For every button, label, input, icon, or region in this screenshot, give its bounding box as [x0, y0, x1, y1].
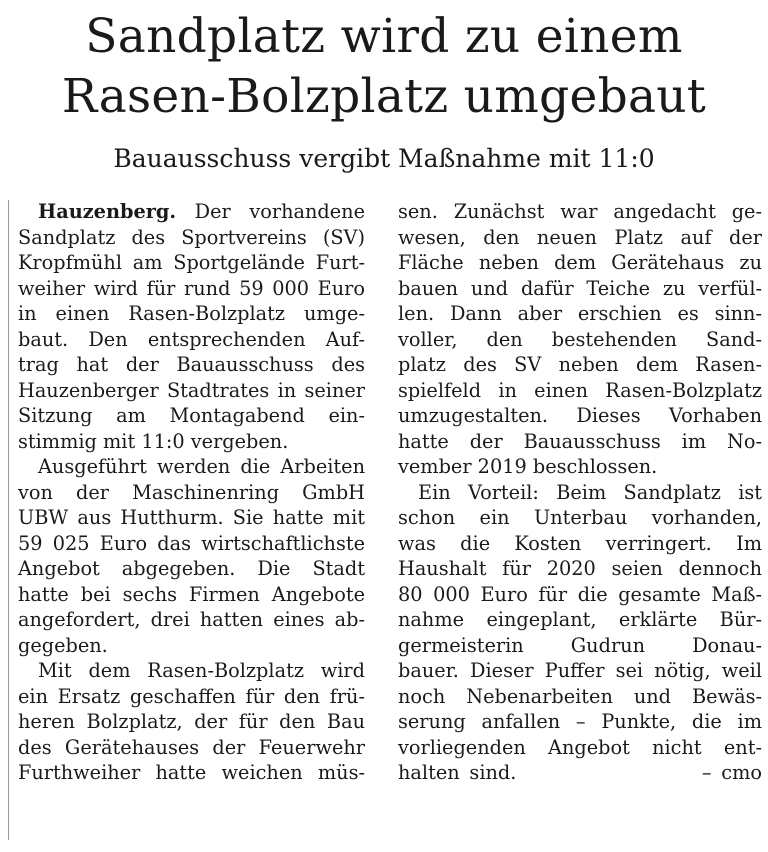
- article-line-text: hatte der Bauausschuss im No-: [398, 429, 762, 453]
- article-line-text: 80 000 Euro für die gesamte Maß-: [398, 582, 762, 606]
- article-line: [398, 225, 762, 251]
- article-line: [18, 480, 365, 506]
- article-line-text: von der Maschinenring GmbH: [18, 480, 365, 504]
- article-line: [398, 633, 762, 659]
- article-line-text: bauer. Dieser Puffer sei nötig, weil: [398, 659, 762, 682]
- article-line: [18, 403, 365, 429]
- article-line: [18, 225, 365, 251]
- article-line-text: schon ein Unterbau vorhanden,: [398, 506, 762, 529]
- article-line-text: serung anfallen – Punkte, die im: [398, 710, 762, 733]
- article-line-text: in einen Rasen-Bolzplatz umge-: [18, 302, 365, 325]
- article-line-text: gegeben.: [18, 633, 108, 657]
- article-line-text: voller, den bestehenden Sand-: [398, 327, 762, 351]
- article-line: [398, 454, 762, 480]
- article-line: [398, 250, 762, 276]
- article-line-text: spielfeld in einen Rasen-Bolzplatz: [398, 378, 762, 402]
- article-line: [18, 199, 365, 225]
- article-line: [398, 301, 762, 327]
- article-line-text: stimmig mit 11:0 vergeben.: [18, 429, 289, 453]
- article-line-text: Ein Vorteil: Beim Sandplatz ist: [418, 480, 762, 504]
- article-line: [398, 199, 762, 225]
- article-line: [18, 250, 365, 276]
- article-line-text: platz des SV neben dem Rasen-: [398, 353, 762, 376]
- column-rule: [8, 200, 9, 840]
- article-line: [398, 735, 762, 761]
- article-line-text: Der vorhandene: [194, 200, 365, 223]
- article-line: [18, 658, 365, 684]
- article-line: [398, 582, 762, 608]
- article-line: [398, 327, 762, 353]
- article-line: [398, 531, 762, 557]
- article-line-text: noch Nebenarbeiten und Bewäs-: [398, 684, 762, 708]
- article-line: [18, 735, 365, 761]
- article-line-text: 59 025 Euro das wirtschaftlichste: [18, 531, 365, 555]
- article-line-text: hatte bei sechs Firmen Angebote: [18, 582, 365, 606]
- article-line: [398, 760, 762, 786]
- article-line: [18, 454, 365, 480]
- article-column-2: [398, 199, 762, 786]
- article-line: [18, 505, 365, 531]
- article-line-text: was die Kosten verringert. Im: [398, 531, 762, 555]
- article-line: [398, 556, 762, 582]
- article-line: [18, 327, 365, 353]
- article-line-text: vorliegenden Angebot nicht ent-: [398, 735, 762, 759]
- article-line: [398, 378, 762, 404]
- article-line: [18, 556, 365, 582]
- headline-line-2: Rasen-Bolzplatz umgebaut: [61, 69, 707, 124]
- article-line: [18, 378, 365, 404]
- article-line-text: trag hat der Bauausschuss des: [18, 353, 365, 376]
- article-line-text: Mit dem Rasen-Bolzplatz wird: [38, 659, 365, 682]
- article-line-text: UBW aus Hutthurm. Sie hatte mit: [18, 506, 365, 529]
- article-line-text: Fläche neben dem Gerätehaus zu: [398, 251, 762, 274]
- article-line-text: Kropfmühl am Sportgelände Furt-: [18, 251, 365, 274]
- article-line-text: nahme eingeplant, erklärte Bür-: [398, 608, 762, 631]
- article-line-text: Angebot abgegeben. Die Stadt: [18, 557, 365, 580]
- article-line-text: wesen, den neuen Platz auf der: [398, 225, 762, 249]
- article-line: [398, 505, 762, 531]
- article-line: [398, 607, 762, 633]
- article-line-text: des Gerätehauses der Feuerwehr: [18, 735, 365, 759]
- article-line: [398, 276, 762, 302]
- article-line-text: umzugestalten. Dieses Vorhaben: [398, 404, 762, 427]
- article-column-1: [18, 199, 365, 786]
- article-line: [18, 709, 365, 735]
- dateline: Hauzenberg.: [38, 200, 177, 223]
- article-line: [18, 429, 365, 455]
- article-line: [398, 480, 762, 506]
- article-line: [18, 582, 365, 608]
- article-line: [18, 276, 365, 302]
- article-line: [398, 658, 762, 684]
- article-line: [18, 352, 365, 378]
- article-line-text: angefordert, drei hatten eines ab-: [18, 608, 365, 631]
- article-line-text: Sitzung am Montagabend ein-: [18, 404, 365, 427]
- article-line-text: weiher wird für rund 59 000 Euro: [18, 276, 365, 300]
- article-line-text: ein Ersatz geschaffen für den frü-: [18, 684, 365, 708]
- article-line: [18, 760, 365, 786]
- article-line-text: halten sind. – cmo: [398, 761, 762, 784]
- article-line: [18, 633, 365, 659]
- article-line: [398, 684, 762, 710]
- article-line: [18, 607, 365, 633]
- article-line: [398, 352, 762, 378]
- subtitle: Bauausschuss vergibt Maßnahme mit 11:0: [113, 144, 655, 173]
- article-line: [398, 403, 762, 429]
- article-line-text: Hauzenberger Stadtrates in seiner: [18, 378, 365, 402]
- article-line-text: vember 2019 beschlossen.: [398, 455, 658, 478]
- article-line-text: germeisterin Gudrun Donau-: [398, 633, 762, 657]
- article-line-text: heren Bolzplatz, der für den Bau: [18, 710, 365, 733]
- article-line: [398, 429, 762, 455]
- article-line-text: Sandplatz des Sportvereins (SV): [18, 225, 365, 249]
- article-line-text: len. Dann aber erschien es sinn-: [398, 302, 762, 325]
- article-line: [398, 709, 762, 735]
- article-line: [18, 684, 365, 710]
- article-line-text: sen. Zunächst war angedacht ge-: [398, 200, 762, 223]
- article-line: [18, 301, 365, 327]
- headline-line-1: Sandplatz wird zu einem: [85, 9, 683, 64]
- article-line: [18, 531, 365, 557]
- article-line-text: baut. Den entsprechenden Auf-: [18, 327, 365, 351]
- article-line-text: Furthweiher hatte weichen müs-: [18, 761, 365, 784]
- article-line-text: bauen und dafür Teiche zu verfül-: [398, 276, 762, 300]
- article-line-text: Ausgeführt werden die Arbeiten: [38, 455, 365, 478]
- article-line-text: Haushalt für 2020 seien dennoch: [398, 557, 762, 580]
